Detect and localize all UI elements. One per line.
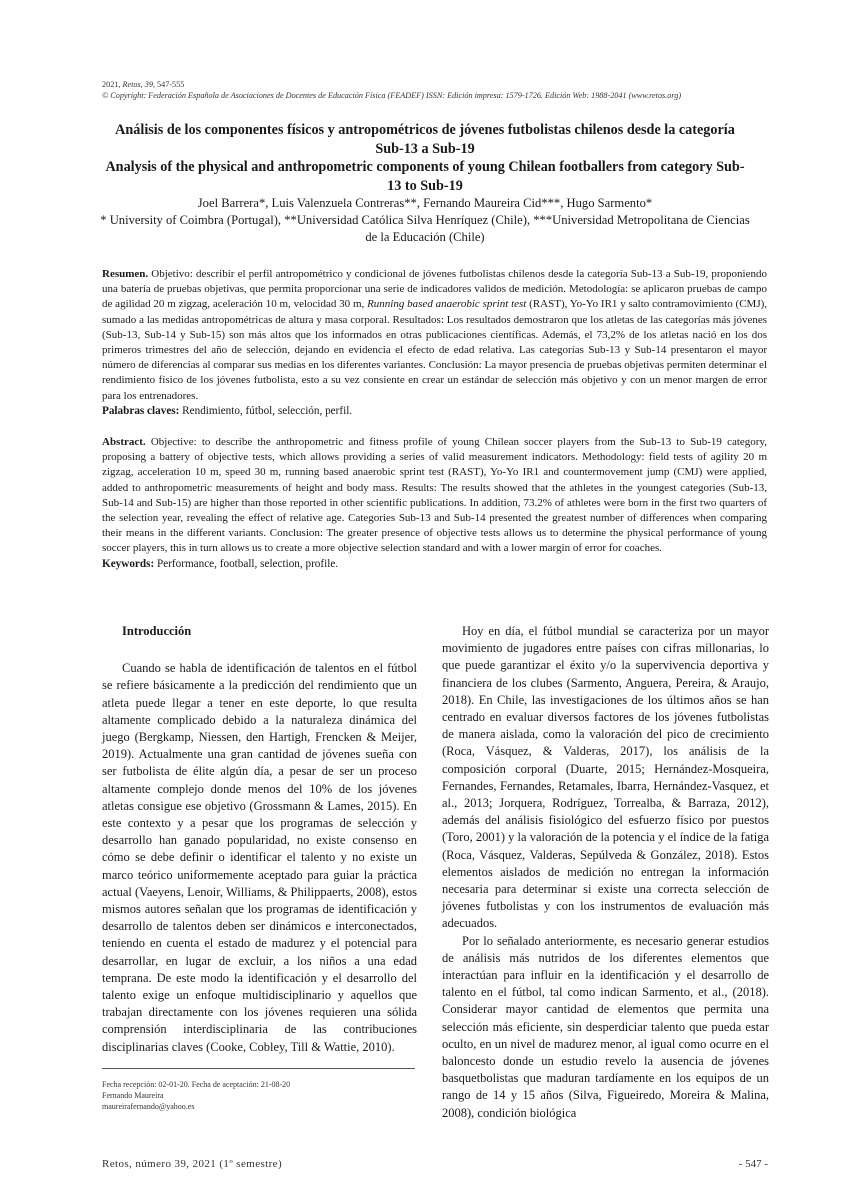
intro-paragraph-3: Por lo señalado anteriormente, es necesario generar estudios de análisis más nutridos de los diferentes elementos que interactúan para influir en la identificación y el desarrollo de talento en el fútbol, tal como indican Sarmento, et al., (2018). Considerar mayor cantidad de elementos que permita una selección más eficiente, sin desperdiciar talento que pueda estar oculto, en un nivel de madurez menor, al igual como ocurre en el baloncesto donde un estudio revelo la ausencia de jóvenes basquetbolistas que maduran tardíamente en los equipos de un rango de 14 y 15 años (Silva, Figueiredo, Moreira & Malina, 2008), condición biológica — [442, 933, 769, 1120]
abstract-label: Abstract. — [102, 436, 146, 448]
resumen-label: Resumen. — [102, 268, 149, 280]
keywords-label: Keywords: — [102, 557, 155, 570]
footnote-dates: Fecha recepción: 02-01-20. Fecha de aceptación: 21-08-20 — [102, 1080, 291, 1089]
footnote — [102, 1079, 417, 1112]
citation-line — [102, 79, 752, 90]
abstract-text: Objective: to describe the anthropometric and fitness profile of young Chilean soccer players from the Sub-13 to Sub-19 category, proposing a battery of objective tests, which allows providing a series of valid measurement indicators. Methodology: field tests of agility 20 m zigzag, acceleration 10 m, speed 30 m, running based anaerobic sprint test (RAST), Yo-Yo IR1 and countermovement jump (CMJ) were applied, added to anthropometric measurements of height and body mass. Results: The results showed that the athletes in the youngest categories (Sub-13, Sub-14 and Sub-15) are higher than those reported in other scientific publications. In addition, 73.2% of athletes were born in the first two quarters of the selection year, revealing the effect of relative age. Categories Sub-13 and Sub-14 presented the greatest number of differences when comparing their means in the different variants. Conclusion: The greater presence of objective tests allows us to determine the physical performance of young soccer players, this in turn allows us to create a more objective selection standard and with a lower margin of error for coaches. — [102, 436, 767, 555]
abstract-paragraph — [102, 435, 767, 557]
title-block — [100, 121, 750, 246]
title-spanish: Análisis de los componentes físicos y antropométricos de jóvenes futbolistas chilenos desde la categoría Sub-13 a Sub-19 — [115, 122, 735, 157]
intro-paragraph-2: Hoy en día, el fútbol mundial se caracteriza por un mayor movimiento de jugadores entre países con cifras millonarias, lo que puede garantizar el éxito y/o la supervivencia deportiva y financiera de los clubes (Sarmento, Anguera, Pereira, & Araujo, 2018). En Chile, las investigaciones de los últimos años se han centrado en evaluar diversos factores de los jóvenes futbolistas de manera aislada, como la valoración del pico de crecimiento (Roca, Vásquez, & Valderas, 2017), los análisis de la composición corporal (Duarte, 2015; Hernández-Mosqueira, Fernandes, Fernandes, Retamales, Ibarra, Hernández-Vasquez, et al., 2013; Jorquera, Rodríguez, Torrealba, & Barraza, 2012), además del análisis fisiológico del esfuerzo físico por puestos (Toro, 2001) y la valoración de la potencia y el índice de la fatiga (Roca, Vásquez, Valderas, Sepúlveda & González, 2018). Estos elementos aislados de medición no entregan la información necesaria para determinar si existe una correcta selección de jóvenes futbolistas y con los instrumentos de evaluación más adecuados. — [442, 624, 769, 931]
column-right — [442, 623, 769, 1122]
keywords-text: Performance, football, selection, profile. — [154, 557, 339, 570]
footnote-email: maureirafernando@yahoo.es — [102, 1102, 195, 1111]
footnote-divider — [102, 1068, 415, 1069]
abstract-block — [102, 435, 767, 572]
section-heading-introduccion: Introducción — [122, 624, 192, 638]
resumen-text-italic: Running based anaerobic sprint test — [367, 298, 527, 311]
palabras-claves-label: Palabras claves: — [102, 404, 180, 417]
citation-year: 2021, — [102, 80, 123, 89]
page-number: - 547 - — [738, 1158, 768, 1170]
palabras-claves — [102, 404, 767, 419]
footer-journal: Retos, número 39, 2021 (1º semestre) — [102, 1158, 283, 1170]
affiliations: * University of Coimbra (Portugal), **Universidad Católica Silva Henríquez (Chile), ***Universidad Metropolitana de Ciencias de la Educación (Chile) — [100, 213, 750, 244]
resumen-text-b: (RAST), Yo-Yo IR1 y salto contramovimiento (CMJ), sumado a las medidas antropométricas de altura y masa corporal. Resultados: Los resultados demostraron que los atletas de las categorías más jóvenes (Sub-13, Sub-14 y Sub-15) son más altos que los informados en otras publicaciones científicas. Además, el 73,2% de los atletas nació en los dos primeros trimestres del año de selección, dejando en evidencia el efecto de edad relativa. Las categorías Sub-13 y Sub-14 presentaron el mayor número de diferencias al comparar sus medias en los diferentes variantes. Conclusión: La mayor presencia de pruebas objetivas permiten determinar el rendimiento físico de los jóvenes futbolista, esto a su vez consiente en crear un estándar de selección más objetivo y con un menor margen de error para los entrenadores. — [102, 298, 768, 402]
title-english: Analysis of the physical and anthropometric components of young Chilean footballers from category Sub-13 to Sub-19 — [105, 159, 745, 194]
copyright-line: © Copyright: Federación Española de Asociaciones de Docentes de Educación Física (FEADEF) ISSN: Edición impresa: 1579-1726. Edición Web: 1988-2041 (www.retos.org) — [102, 91, 682, 100]
citation-pages: 547-555 — [155, 80, 185, 89]
resumen-text-a: Objetivo: describir el perfil antropométrico y condicional de jóvenes futbolistas chilenos desde la categoría Sub-13 a Sub-19, proponiendo una batería de pruebas objetivas, que permita proporcionar una serie de indicadores validos de medición. Metodología: se aplicaron pruebas de campo de agilidad 20 m zigzag, aceleración 10 m, velocidad 30 m, — [102, 268, 767, 311]
column-left — [102, 623, 417, 1056]
footnote-author: Fernando Maureira — [102, 1091, 164, 1100]
resumen-paragraph — [102, 267, 767, 404]
authors: Joel Barrera*, Luis Valenzuela Contreras**, Fernando Maureira Cid***, Hugo Sarmento* — [197, 196, 653, 210]
intro-paragraph-1: Cuando se habla de identificación de talentos en el fútbol se refiere básicamente a la predicción del rendimiento que un atleta puede llegar a tener en este deporte, lo que resulta altamente complicado debido a la naturaleza dinámica del juego (Bergkamp, Niessen, den Hartigh, Frencken & Meijer, 2019). Actualmente una gran cantidad de jóvenes sueña con ser futbolista de élite algún día, a pesar de ser un proceso altamente complejo donde menos del 10% de los jóvenes atletas consigue ese objetivo (Grossmann & Lames, 2015). En este contexto y a pesar que los programas de selección y desarrollo han ganado popularidad, no existe consenso en cómo se debe definir o identificar el talento y no existe un marco teórico uniformemente aceptado para guiar la práctica actual (Vaeyens, Lenoir, Williams, & Philippaerts, 2008), estos mismos autores señalan que los programas de identificación y desarrollo de talentos deben ser dinámicos e interconectados, teniendo en cuenta el estado de madurez y el potencial para desarrollar, en lugar de excluir, a los niños a una edad temprana. De este modo la identificación y el desarrollo del talento exige un enfoque multidisciplinario y aquellos que trabajan directamente con los jóvenes requieren una sólida comprensión interdisciplinaria de las contribuciones disciplinarias claves (Cooke, Cobley, Till & Wattie, 2010). — [102, 661, 417, 1054]
keywords — [102, 557, 767, 572]
resumen-block — [102, 267, 767, 419]
running-header — [102, 79, 752, 101]
palabras-claves-text: Rendimiento, fútbol, selección, perfil. — [179, 404, 353, 417]
citation-journal: Retos, 39, — [122, 80, 155, 89]
